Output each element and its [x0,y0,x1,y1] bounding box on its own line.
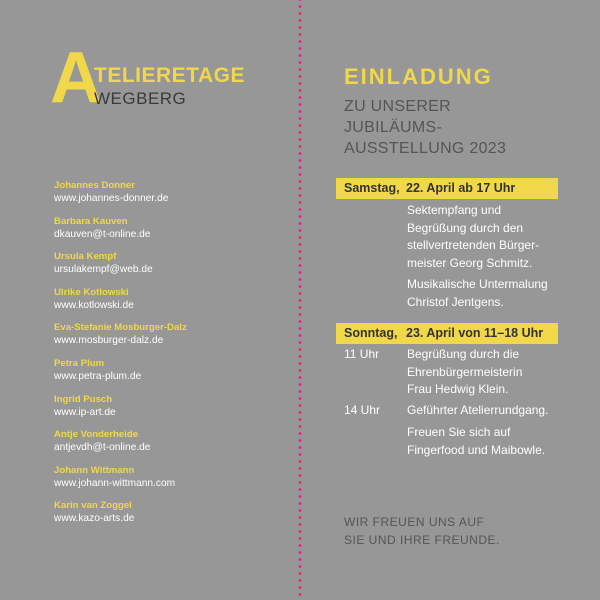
saturday-datetime: 22. April ab 17 Uhr [406,181,516,195]
artist-contact: antjevdh@t-online.de [54,442,151,454]
artist-contact: www.kazo-arts.de [54,513,135,525]
artist-entry [54,251,289,287]
sunday-datetime: 23. April von 11–18 Uhr [406,326,544,340]
logo [50,38,280,118]
sunday-tour-text [407,402,548,420]
artist-contact: dkauven@t-online.de [54,228,151,240]
invitation-title: EINLADUNG [344,64,493,89]
closing-line: WIR FREUEN UNS AUF [344,515,485,529]
artist-name: Ulrike Kotlowski [54,286,129,298]
logo-bottom-text: WEGBERG [94,89,187,108]
artist-contact: www.kotlowski.de [54,299,134,311]
closing-text [344,513,500,549]
artist-name: Johann Wittmann [54,464,135,476]
artist-name: Johannes Donner [54,180,136,191]
artist-entry [54,180,289,216]
logo-top-text: TELIERETAGE [94,64,245,87]
saturday-reception-text [407,202,539,272]
saturday-banner [336,178,558,199]
artist-contact: www.ip-art.de [54,406,116,418]
subtitle-line: JUBILÄUMS- [344,119,443,136]
text-line: Geführter Atelierrundgang. [407,403,549,417]
saturday-music-text [407,276,548,311]
artist-entry [54,394,289,430]
sunday-time-2: 14 Uhr [344,403,381,417]
text-line: Musikalische Untermalung [407,277,548,291]
sunday-day: Sonntag, [344,326,398,340]
subtitle-line: AUSSTELLUNG 2023 [344,140,507,157]
artist-name: Barbara Kauven [54,215,128,227]
text-line: Ehrenbürgermeisterin [407,364,523,379]
artist-contact: www.johannes-donner.de [54,193,169,204]
artist-entry [54,322,289,358]
artist-entry [54,465,289,501]
sunday-time-1: 11 Uhr [344,347,380,361]
sunday-welcome-text [407,346,522,399]
logo-letter: A [50,38,102,118]
artist-entry [54,429,289,465]
text-line: Begrüßung durch den [407,220,524,235]
text-line: Freuen Sie sich auf [407,425,511,439]
artist-entry [54,500,289,536]
sunday-banner [336,323,558,344]
artist-contact: www.petra-plum.de [54,370,142,382]
artist-contact: ursulakempf@web.de [54,264,153,276]
artist-name: Petra Plum [54,357,105,369]
artist-entry [54,287,289,323]
artist-contact: www.johann-wittmann.com [54,477,176,489]
text-line: Begrüßung durch die [407,347,520,361]
text-line: stellvertretenden Bürger- [407,238,540,252]
artist-entry [54,358,289,394]
text-line: Sektempfang und [407,203,502,217]
artist-name: Eva-Stefanie Mosburger-Dalz [54,322,187,334]
text-line: Fingerfood und Maibowle. [407,442,546,457]
closing-line: SIE UND IHRE FREUNDE. [344,533,500,547]
invitation-subtitle [344,96,506,159]
artist-name: Ursula Kempf [54,251,117,263]
saturday-day: Samstag, [344,181,400,195]
artist-name: Ingrid Pusch [54,393,113,405]
text-line: meister Georg Schmitz. [407,255,533,270]
artist-list [54,180,289,536]
text-line: Frau Hedwig Klein. [407,382,509,396]
artist-name: Antje Vonderheide [54,429,139,441]
sunday-food-text [407,424,545,459]
artist-entry [54,216,289,252]
text-line: Christof Jentgens. [407,294,504,309]
dotted-divider [298,0,302,600]
artist-name: Karin van Zoggel [54,500,132,512]
artist-contact: www.mosburger-dalz.de [54,335,164,347]
subtitle-line: ZU UNSERER [344,98,452,115]
